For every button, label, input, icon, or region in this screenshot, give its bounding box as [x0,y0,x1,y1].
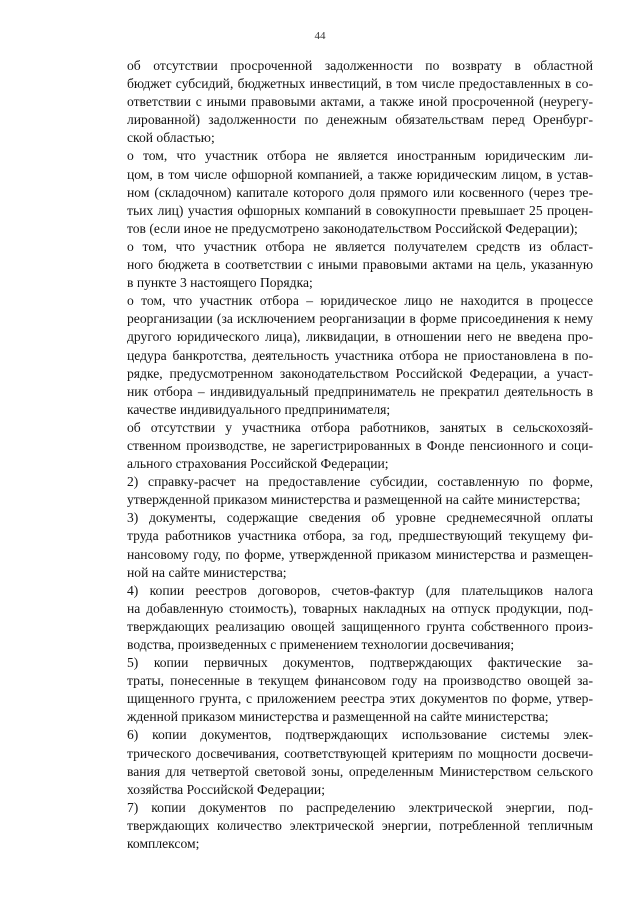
text-line: рядке, предусмотренном законодательством Российской Федерации, а участ- [127,365,593,381]
text-line: хозяйства Российской Федерации; [127,781,325,797]
paragraph [91,292,593,419]
text-line: 5) копии первичных документов, подтверждающих фактические за- [127,655,593,671]
text-line: водства, произведенных с применением технологии досвечивания; [127,637,515,652]
paragraph [91,799,593,853]
text-line: тверждающих реализацию овощей защищенного грунта собственного произ- [127,618,593,634]
paragraph [91,57,593,147]
text-line: лированной) задолженности по денежным обязательствам перед Оренбург- [127,112,593,128]
page-number: 44 [314,30,326,42]
text-line: щищенного грунта, с приложением реестра этих документов по форме, утвер- [127,691,593,707]
text-line: о том, что участник отбора не является иностранным юридическим ли- [127,148,593,164]
text-line: о том, что участник отбора – юридическое лицо не находится в процессе [127,293,593,309]
text-line: ного бюджета в соответствии с иными правовыми актами на цель, указанную [127,257,593,273]
paragraph [91,147,593,237]
text-line: труда работников участника отбора, за год, предшествующий текущему фи- [127,528,593,544]
text-line: качестве индивидуального предпринимателя; [127,401,391,417]
paragraph [91,582,593,654]
paragraph [91,419,593,473]
text-line: 4) копии реестров договоров, счетов-фактур (для плательщиков налога [127,582,593,598]
text-line: тверждающих количество электрической энергии, потребленной тепличным [127,817,593,833]
paragraph [91,654,593,726]
paragraph [91,238,593,292]
text-line: ник отбора – индивидуальный предприниматель не прекратил деятельность в [127,383,593,399]
text-line: бюджет субсидий, бюджетных инвестиций, в том числе предоставленных в со- [127,76,593,92]
text-line: другого юридического лица), ликвидации, в отношении него не введена про- [127,329,593,345]
text-line: 7) копии документов по распределению электрической энергии, под- [127,799,593,815]
text-line: в пункте 3 настоящего Порядка; [127,275,313,291]
text-line: об отсутствии у участника отбора работников, занятых в сельскохозяй- [127,419,593,435]
text-line: 6) копии документов, подтверждающих использование системы элек- [127,727,593,743]
text-line: комплексом; [127,836,200,852]
text-line: ной на сайте министерства; [127,564,287,580]
paragraph [91,509,593,581]
text-line: ального страхования Российской Федерации; [127,456,389,472]
text-line: 2) справку-расчет на предоставление субсидии, составленную по форме, [127,474,593,490]
text-line: траты, понесенные в текущем финансовом году на производство овощей за- [127,673,593,689]
text-line: ской областью; [127,130,215,146]
text-line: утвержденной приказом министерства и размещенной на сайте министерства; [127,492,581,508]
text-line: нансовому году, по форме, утвержденной приказом министерства и размещен- [127,546,593,562]
text-line: на добавленную стоимость), товарных накладных на отпуск продукции, под- [127,600,593,616]
text-line: тьих лиц) участия офшорных компаний в совокупности превышает 25 процен- [127,202,593,218]
text-line: тов (если иное не предусмотрено законодательством Российской Федерации); [127,220,578,236]
text-line: об отсутствии просроченной задолженности по возврату в областной [127,58,593,73]
text-line: жденной приказом министерства и размещенной на сайте министерства; [127,709,549,725]
text-line: цедура банкротства, деятельность участника отбора не приостановлена в по- [127,347,593,363]
text-line: вания для четвертой световой зоны, определенным Министерством сельского [127,763,593,779]
document-body [91,57,593,853]
text-line: трического досвечивания, соответствующей критериям по мощности досвечи- [127,745,593,761]
text-line: 3) документы, содержащие сведения об уровне среднемесячной оплаты [127,510,593,526]
text-line: о том, что участник отбора не является получателем средств из област- [127,238,593,254]
text-line: реорганизации (за исключением реорганизации в форме присоединения к нему [127,311,593,327]
text-line: цом, в том числе офшорной компанией, а также юридическим лицом, в устав- [127,166,593,182]
text-line: ответствии с иными правовыми актами, а также иной просроченной (неурегу- [127,94,593,110]
text-line: ном (складочном) капитале которого доля прямого или косвенного (через тре- [127,184,593,200]
paragraph [91,726,593,798]
paragraph [91,473,593,509]
text-line: ственном производстве, не зарегистрированных в Фонде пенсионного и соци- [127,437,593,453]
